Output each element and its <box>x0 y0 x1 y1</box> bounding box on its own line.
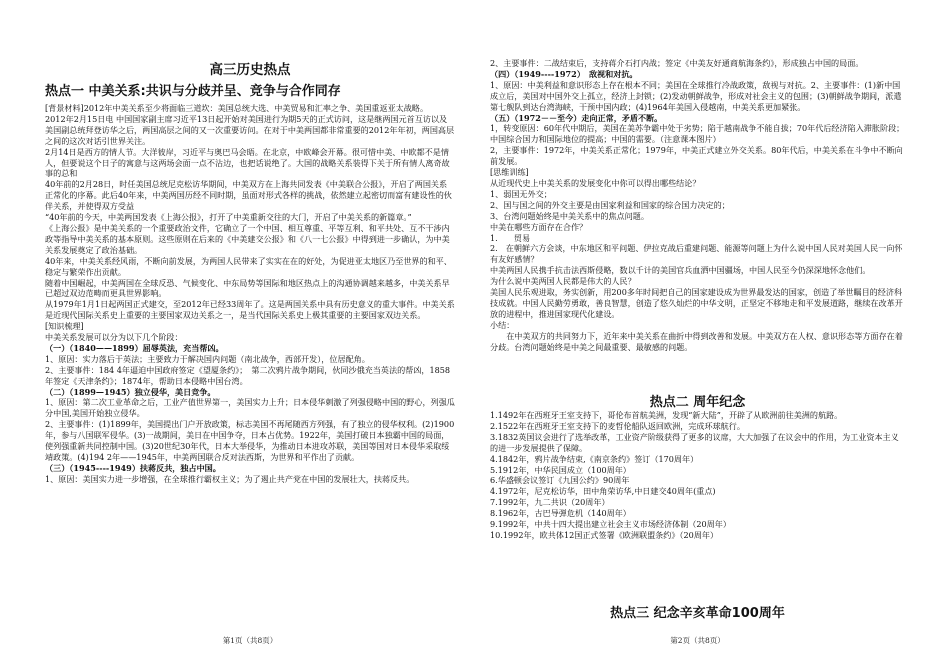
paragraph: 《上海公报》是中美关系的一个重要政治文件，它确立了一个中国、相互尊重、平等互利、和平共处、互不干涉内政等指导中美关系的基本原则。这些原则在后来的《中美建交公报》和《八一七公报》中得到进一步确认，为中美关系发展奠定了政治基础。 <box>45 222 450 255</box>
paragraph: 1、原因：美国实力进一步增强，在全球推行霸权主义；为了遏止共产党在中国的发展壮大，扶蒋反共。 <box>45 473 415 484</box>
paragraph: 2. 在朝鲜六方会谈，中东地区和平问题、伊拉克战后重建问题、能源等问题上为什么说中国人民对美国人民一向怀有友好感情？ <box>490 243 903 265</box>
paragraph: （五）（1972－－至今）走向正常，矛盾不断。 <box>490 112 663 123</box>
page-right <box>490 0 905 658</box>
paragraph: 1、原因：第二次工业革命之后，工业产值世界第一，美国实力上升；日本侵华刺激了列强侵略中国的野心，列强瓜分中国,美国开始独立侵华。 <box>45 397 455 419</box>
page-left <box>45 0 455 658</box>
paragraph: [背景材料]2012年中美关系至少将面临三道坎：美国总统大选、中美贸易和汇率之争、美国重返亚太战略。 <box>45 103 429 113</box>
paragraph: 2、主要事件：二战结束后，支持蒋介石打内战；签定《中美友好通商航海条约》，形成独占中国的局面。 <box>490 58 864 68</box>
paragraph: （四）（1949----1972） 敌视和对抗。 <box>490 68 638 79</box>
paragraph: 1，转变原因：60年代中期后，美国在美苏争霸中处于劣势；陷于越南战争不能自拔；70年代后经济陷入滞胀阶段；中国综合国力和国际地位的提高；中国的需要。（注意课本图片） <box>490 123 905 145</box>
paragraph: 4.1842年，鸦片战争结束,《南京条约》签订（170周年） <box>490 453 699 464</box>
paragraph: “40年前的今天，中美两国发表《上海公报》，打开了中美重新交往的大门，开启了中美关系的新篇章。” <box>45 212 412 223</box>
paragraph: （三）（1945----1949）扶蒋反共，独占中国。 <box>45 462 221 473</box>
paragraph: [思维训练] <box>490 167 529 178</box>
paragraph: 从1979年1月1日起两国正式建交，至2012年已经33周年了。这是两国关系中具有历史意义的重大事件。中美关系是近现代国际关系史上重要的主要国家双边关系之一，是当代国际关系史上极其重要的主要国家双边关系。 <box>45 299 455 321</box>
hot2-heading: 热点二 周年纪念 <box>649 395 746 410</box>
paragraph: （二）（1899—1945）独立侵华，美日竞争。 <box>45 386 216 397</box>
paragraph: 7.1992年，九二共识（20周年） <box>490 497 610 508</box>
paragraph: 3.1832英国议会进行了选举改革，工业资产阶级获得了更多的议席，大大加强了在议会中的作用，为工业资本主义的进一步发展提供了保障。 <box>490 431 899 453</box>
paragraph: 2012年2月15日电 中国国家副主席习近平13日起开始对美国进行为期5天的正式访问，这是继两国元首互访以及美国副总统拜登访华之后，两国高层之间的又一次重要访问。在对于中美两国都非常重要的2012年年初，两国高层之间的这次对话引世界关注。 <box>45 113 455 146</box>
paragraph: 40年来，中美关系经风雨，不断向前发展，为两国人民带来了实实在在的好处，为促进亚太地区乃至世界的和平、稳定与繁荣作出贡献。 <box>45 255 452 277</box>
paragraph: 2、主要事件：184 4年逼迫中国政府签定《望厦条约》； 第二次鸦片战争期间，伙同沙俄充当英法的帮凶，1858年签定《天津条约》；1874年，帮助日本侵略中国台湾。 <box>45 364 451 386</box>
hot1-heading: 热点一 中美关系:共识与分歧并呈、竞争与合作同存 <box>45 84 341 99</box>
paragraph: 2、主要事件：(1)1899年，美国提出门户开放政策，标志美国不再尾随西方列强，有了独立的侵华权利。(2)1900年，参与八国联军侵华。(3)一战期间，美日在中国争夺，日本占优势。1922年，美国打破日本独霸中国的局面，使列强重新共同控制中国。(3)20世纪30年代，日本大举侵华，为推动日本进攻苏联，美国等国对日本侵华采取绥靖政策。(4)194 2年——1945年，中美两国联合反对法西斯，为世界和平作出了贡献。 <box>45 419 455 462</box>
paragraph: （一）（1840——1899）屈辱英法，充当帮凶。 <box>45 342 224 353</box>
paragraph: 8.1962年，古巴导弹危机（140周年） <box>490 508 631 519</box>
paragraph: 2，主要事件：1972年，中美关系正常化；1979年，中美正式建立外交关系。80年代后，中美关系在斗争中不断向前发展。 <box>490 145 903 167</box>
paragraph: 10.1992年，欧共体12国正式签署《欧洲联盟条约》（20周年） <box>490 529 719 540</box>
paragraph: 中美关系发展可以分为以下几个阶段： <box>45 332 183 343</box>
anniversary-list <box>490 410 905 541</box>
paragraph: 在中美双方的共同努力下，近年来中美关系在曲折中得到改善和发展。中美双方在人权、意识形态等方面存在着分歧。台湾问题始终是中美之间最重要、最敏感的问题。 <box>490 330 903 352</box>
paragraph: 1、弱国无外交； <box>490 188 552 199</box>
page-footer-1: 第1页（共8页） <box>222 636 278 645</box>
paragraph: 1. 贸易 <box>490 232 531 243</box>
paragraph: 1.1492年在西班牙王室支持下，哥伦布首航美洲，发现“新大陆”，开辟了从欧洲前往美洲的航路。 <box>490 410 843 420</box>
paragraph: [知识梳理] <box>45 321 84 332</box>
paragraph: 6.华盛顿会议签订《九国公约》90周年 <box>490 475 630 486</box>
paragraph: 2月14日是西方的情人节。大洋彼岸，习近平与奥巴马会晤。在北京，中欧峰会开幕。很可惜中美、中欧都不是情人，但要说这个日子的寓意与这两场会面一点不沾边，也把话说绝了。大国的战略关系装得下关于所有情人离奇故事的总和 <box>45 146 450 179</box>
paragraph: 中美在哪些方面存在合作？ <box>490 221 588 232</box>
paragraph: 小结： <box>490 319 515 330</box>
paragraph: 5.1912年，中华民国成立（100周年） <box>490 464 631 475</box>
paragraph: 1、原因：中美利益和意识形态上存在根本不同；美国在全球推行冷战政策，敌视与对抗。2、主要事件：(1)新中国成立后，美国对中国外交上孤立，经济上封锁；(2)发动朝鲜战争，形成对社会主义的包围；(3)朝鲜战争期间，派遣第七舰队到达台湾海峡，干预中国内政；(4)1964年美国入侵越南，中美关系更加紧张。 <box>490 79 902 112</box>
left-body-text <box>45 103 455 485</box>
paragraph: 2、国与国之间的外交主要是由国家利益和国家的综合国力决定的； <box>490 199 730 210</box>
paragraph: 9.1992年，中共十四大提出建立社会主义市场经济体制（20周年） <box>490 519 731 530</box>
paragraph: 随着中国崛起，中美两国在全球反恐、气候变化、中东局势等国际和地区热点上的沟通协调越来越多，中美关系早已超过双边范畴而更具世界影响。 <box>45 277 450 299</box>
paragraph: 为什么说中美两国人民都是伟大的人民？ <box>490 276 636 287</box>
right-body-text <box>490 58 905 352</box>
document-title: 高三历史热点 <box>209 62 291 78</box>
paragraph: 中美两国人民携手抗击法西斯侵略，数以千计的美国官兵血洒中国疆场，中国人民至今仍深深地怀念他们。 <box>490 265 871 276</box>
paragraph: 从近现代史上中美关系的发展变化中你可以得出哪些结论？ <box>490 177 701 188</box>
hot3-heading: 热点三 纪念辛亥革命100周年 <box>610 606 785 621</box>
paragraph: 3、台湾问题始终是中美关系中的焦点问题。 <box>490 210 649 221</box>
paragraph: 1、原因：实力落后于英法；主要致力于解决国内问题（南北战争，西部开发），位居配角。 <box>45 353 370 364</box>
paragraph: 40年前的2月28日，时任美国总统尼克松访华期间，中美双方在上海共同发表《中美联合公报》，开启了两国关系正常化的序幕。此后40年来，中美两国历经不同时期，虽面对形式各样的挑战，依然建立起密切而富有建设性的伙伴关系，并使得双方受益 <box>45 179 452 212</box>
paragraph: 2.1522年在西班牙王室支持下的麦哲伦船队返回欧洲，完成环球航行。 <box>490 420 745 431</box>
page-footer-2: 第2页（共8页） <box>670 636 725 645</box>
paragraph: 4.1972年，尼克松访华，田中角荣访华,中日建交40周年(重点) <box>490 486 716 497</box>
paragraph: 美国人民乐观进取，务实创新，用200多年时间把自己的国家建设成为世界最发达的国家，创造了举世瞩目的经济科技成就。中国人民勤劳勇敢，善良智慧，创造了悠久灿烂的中华文明，正坚定不移地走和平发展道路，继续在改革开放的进程中，推进国家现代化建设。 <box>490 287 903 319</box>
